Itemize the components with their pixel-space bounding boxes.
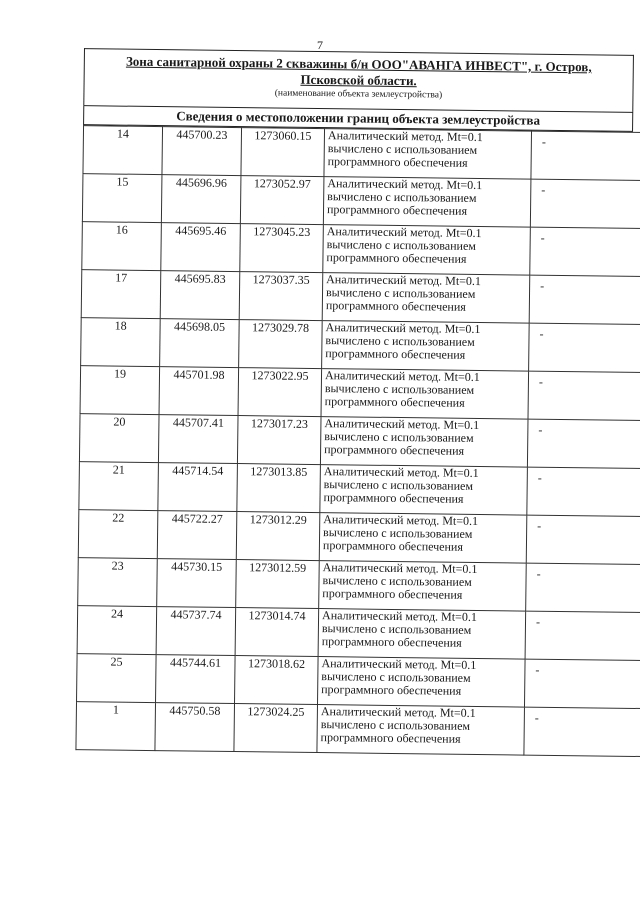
table-row [82,222,640,277]
object-caption: (наименование объекта землеустройства) [274,88,443,101]
x-coordinate-cell: 445695.46 [161,223,241,272]
y-coordinate-cell: 1273045.23 [240,224,324,273]
x-coordinate-cell: 445744.61 [156,655,236,704]
y-coordinate-cell: 1273014.74 [235,608,319,657]
note-cell: - [528,371,640,421]
x-coordinate-cell: 445700.23 [162,127,242,176]
page-number: 7 [317,38,323,52]
zone-title: Зона санитарной охраны 2 скважины б/н ООО"АВАНГА ИНВЕСТ", г. Остров, Псковской области. [125,53,592,89]
table-row [76,702,640,757]
x-coordinate-cell: 445730.15 [157,559,237,608]
point-number-cell: 25 [77,654,157,703]
method-cell: Аналитический метод. Mt=0.1 вычислено с использованием программного обеспечения [319,513,527,564]
y-coordinate-cell: 1273029.78 [239,320,323,369]
header-box [83,48,634,112]
note-cell: - [530,227,640,277]
method-cell: Аналитический метод. Mt=0.1 вычислено с использованием программного обеспечения [321,369,529,420]
x-coordinate-cell: 445750.58 [155,703,235,752]
x-coordinate-cell: 445707.41 [158,415,238,464]
table-row [80,366,640,421]
note-cell: - [526,515,640,565]
note-cell: - [524,707,640,757]
table-row [78,558,640,613]
point-number-cell: 21 [79,462,159,511]
method-cell: Аналитический метод. Mt=0.1 вычислено с использованием программного обеспечения [322,273,530,324]
table-row [77,606,640,661]
note-cell: - [531,131,640,181]
point-number-cell: 17 [81,270,161,319]
table-row [77,654,640,709]
method-cell: Аналитический метод. Mt=0.1 вычислено с использованием программного обеспечения [317,705,525,756]
y-coordinate-cell: 1273012.29 [236,512,320,561]
note-cell: - [530,179,640,229]
x-coordinate-cell: 445737.74 [156,607,236,656]
note-cell: - [529,275,640,325]
y-coordinate-cell: 1273060.15 [241,128,325,177]
method-cell: Аналитический метод. Mt=0.1 вычислено с использованием программного обеспечения [323,177,531,228]
y-coordinate-cell: 1273013.85 [237,464,321,513]
method-cell: Аналитический метод. Mt=0.1 вычислено с использованием программного обеспечения [320,417,528,468]
point-number-cell: 15 [82,174,162,223]
point-number-cell: 18 [81,318,161,367]
point-number-cell: 16 [82,222,162,271]
boundary-points-table [75,125,640,757]
x-coordinate-cell: 445695.83 [160,271,240,320]
y-coordinate-cell: 1273018.62 [235,656,319,705]
table-row [83,126,640,181]
x-coordinate-cell: 445701.98 [159,367,239,416]
section-title: Сведения о местоположении границ объекта землеустройства [83,105,633,132]
method-cell: Аналитический метод. Mt=0.1 вычислено с использованием программного обеспечения [317,657,525,708]
method-cell: Аналитический метод. Mt=0.1 вычислено с использованием программного обеспечения [322,321,530,372]
y-coordinate-cell: 1273017.23 [237,416,321,465]
table-body [76,126,640,757]
table-row [82,174,640,229]
point-number-cell: 19 [80,366,160,415]
note-cell: - [526,563,640,613]
method-cell: Аналитический метод. Mt=0.1 вычислено с использованием программного обеспечения [323,225,531,276]
x-coordinate-cell: 445696.96 [161,175,241,224]
point-number-cell: 1 [76,702,156,751]
note-cell: - [524,659,640,709]
method-cell: Аналитический метод. Mt=0.1 вычислено с использованием программного обеспечения [320,465,528,516]
table-row [79,414,640,469]
x-coordinate-cell: 445714.54 [158,463,238,512]
table-row [81,270,640,325]
document-sheet [64,48,637,746]
y-coordinate-cell: 1273024.25 [234,704,318,753]
x-coordinate-cell: 445698.05 [160,319,240,368]
method-cell: Аналитический метод. Mt=0.1 вычислено с использованием программного обеспечения [318,609,526,660]
table-row [81,318,640,373]
note-cell: - [527,467,640,517]
method-cell: Аналитический метод. Mt=0.1 вычислено с использованием программного обеспечения [319,561,527,612]
x-coordinate-cell: 445722.27 [157,511,237,560]
y-coordinate-cell: 1273037.35 [239,272,323,321]
point-number-cell: 20 [79,414,159,463]
note-cell: - [525,611,640,661]
point-number-cell: 24 [77,606,157,655]
table-row [78,510,640,565]
y-coordinate-cell: 1273052.97 [240,176,324,225]
point-number-cell: 22 [78,510,158,559]
table-row [79,462,640,517]
note-cell: - [527,419,640,469]
note-cell: - [529,323,640,373]
point-number-cell: 14 [83,126,163,175]
y-coordinate-cell: 1273022.95 [238,368,322,417]
y-coordinate-cell: 1273012.59 [236,560,320,609]
method-cell: Аналитический метод. Mt=0.1 вычислено с использованием программного обеспечения [324,129,532,180]
point-number-cell: 23 [78,558,158,607]
